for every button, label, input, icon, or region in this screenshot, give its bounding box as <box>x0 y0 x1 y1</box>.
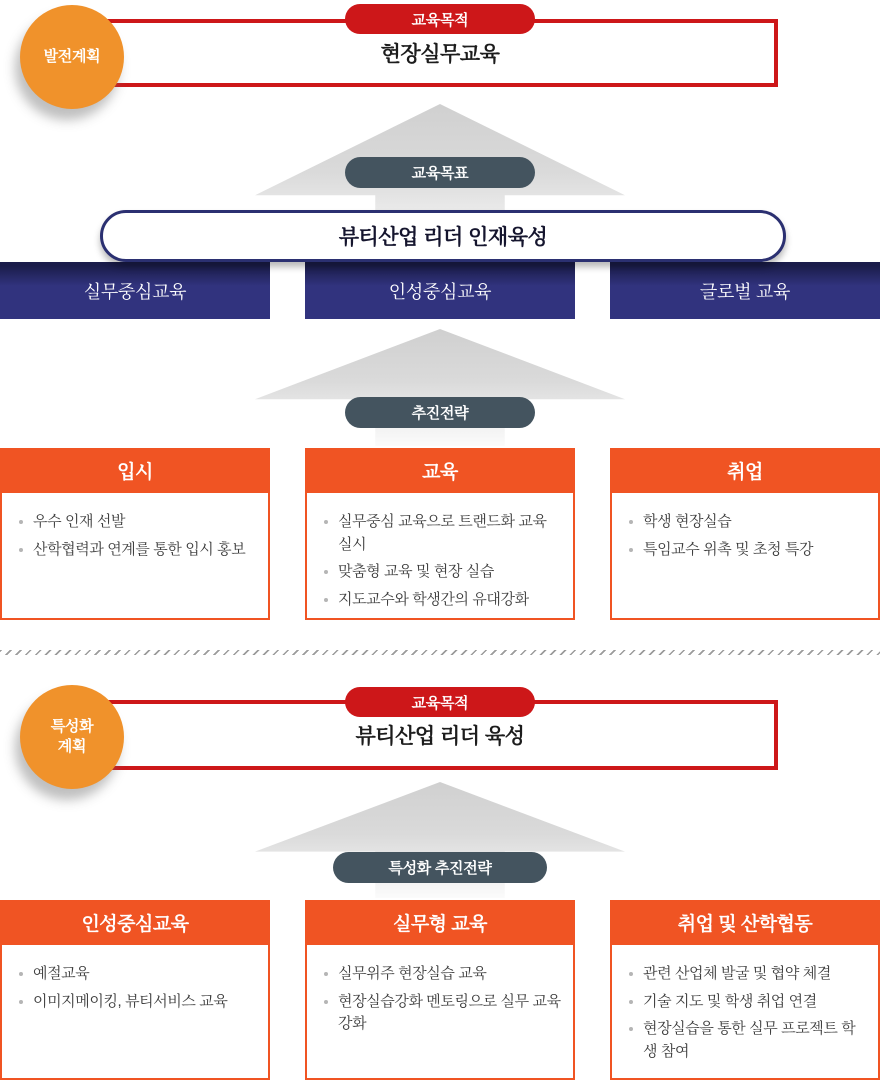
bullet-item: 이미지메이킹, 뷰티서비스 교육 <box>16 991 256 1014</box>
bullet-item: 학생 현장실습 <box>626 511 866 534</box>
strategy-box-body <box>0 493 270 620</box>
strategy-label-badge: 특성화 추진전략 <box>333 852 547 883</box>
pillar-character-education: 인성중심교육 <box>305 262 575 319</box>
pillar-global-education: 글로벌 교육 <box>610 262 880 319</box>
bullet-item: 산학협력과 연계를 통한 입시 홍보 <box>16 539 256 562</box>
plan-badge-development <box>20 5 124 109</box>
goal-box <box>100 210 786 262</box>
strategy-box-title: 교육 <box>305 448 575 493</box>
up-arrow-icon <box>255 329 625 446</box>
plan-badge-label-line2: 계획 <box>57 738 87 755</box>
purpose-label-badge: 교육목적 <box>345 4 535 34</box>
strategy-box-body <box>305 945 575 1080</box>
bullet-item: 우수 인재 선발 <box>16 511 256 534</box>
strategy-box-body <box>0 945 270 1080</box>
pillar-practical-education: 실무중심교육 <box>0 262 270 319</box>
bullet-item: 현장실습을 통한 실무 프로젝트 학생 참여 <box>626 1018 866 1063</box>
purpose-title: 현장실무교육 <box>380 43 500 66</box>
bullet-list <box>16 511 256 561</box>
bullet-item: 관련 산업체 발굴 및 협약 체결 <box>626 963 866 986</box>
goal-title: 뷰티산업 리더 인재육성 <box>338 226 548 249</box>
bullet-list <box>626 511 866 561</box>
bullet-item: 현장실습강화 멘토링으로 실무 교육 강화 <box>321 991 561 1036</box>
goal-label-badge: 교육목표 <box>345 157 535 188</box>
strategy-label-badge: 추진전략 <box>345 397 535 428</box>
strategy-box-industry-cooperation <box>610 900 880 1080</box>
strategy-box-employment <box>610 448 880 620</box>
strategy-box-title: 인성중심교육 <box>0 900 270 945</box>
strategy-box-title: 실무형 교육 <box>305 900 575 945</box>
plan-badge-label: 발전계획 <box>43 47 101 65</box>
bullet-item: 예절교육 <box>16 963 256 986</box>
bullet-item: 특임교수 위촉 및 초청 특강 <box>626 539 866 562</box>
strategy-box-body <box>610 945 880 1080</box>
bullet-item: 기술 지도 및 학생 취업 연결 <box>626 991 866 1014</box>
bullet-list <box>321 963 561 1036</box>
purpose-label-badge: 교육목적 <box>345 687 535 717</box>
dashed-divider <box>0 650 880 655</box>
bullet-item: 실무중심 교육으로 트랜드화 교육 실시 <box>321 511 561 556</box>
strategy-box-title: 취업 및 산학협동 <box>610 900 880 945</box>
plan-badge-specialization <box>20 685 124 789</box>
bullet-item: 지도교수와 학생간의 유대강화 <box>321 589 561 612</box>
strategy-box-admission <box>0 448 270 620</box>
strategy-box-practical-education <box>305 900 575 1080</box>
bullet-list <box>626 963 866 1063</box>
strategy-box-character-education <box>0 900 270 1080</box>
purpose-title: 뷰티산업 리더 육성 <box>355 725 525 748</box>
strategy-box-title: 입시 <box>0 448 270 493</box>
strategy-box-body <box>610 493 880 620</box>
plan-badge-label-line1: 특성화 <box>50 717 94 735</box>
bullet-list <box>16 963 256 1013</box>
bullet-item: 맞춤형 교육 및 현장 실습 <box>321 561 561 584</box>
strategy-box-education <box>305 448 575 620</box>
strategy-box-title: 취업 <box>610 448 880 493</box>
strategy-box-body <box>305 493 575 620</box>
bullet-item: 실무위주 현장실습 교육 <box>321 963 561 986</box>
bullet-list <box>321 511 561 611</box>
